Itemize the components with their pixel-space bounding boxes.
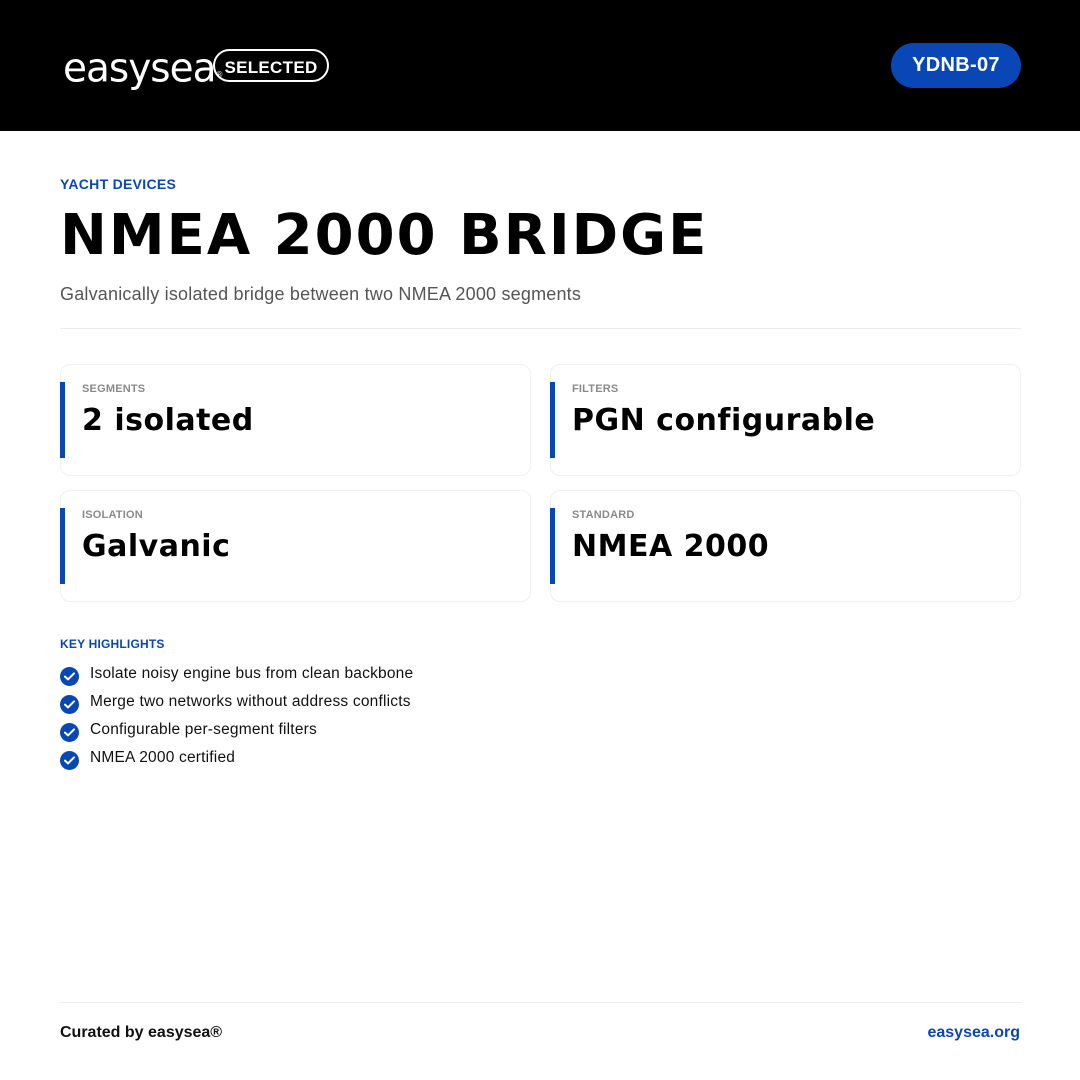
spec-label: ISOLATION (82, 509, 143, 521)
check-circle-icon (60, 723, 79, 742)
spec-value: 2 isolated (82, 403, 254, 438)
spec-card-isolation (60, 490, 531, 602)
spec-label: SEGMENTS (82, 383, 146, 395)
spec-accent-bar (550, 382, 555, 458)
spec-card-filters (550, 364, 1021, 476)
curated-by-text: Curated by easysea® (60, 1024, 223, 1041)
selected-badge: SELECTED (213, 49, 329, 82)
highlights-title: KEY HIGHLIGHTS (60, 637, 165, 651)
logo-wordmark: easysea (63, 45, 216, 92)
spec-card-segments (60, 364, 531, 476)
spec-value: NMEA 2000 (572, 529, 770, 564)
top-bar (0, 0, 1080, 131)
list-item (60, 660, 413, 688)
check-circle-icon (60, 667, 79, 686)
list-item (60, 716, 413, 744)
spec-label: FILTERS (572, 383, 619, 395)
spec-accent-bar (550, 508, 555, 584)
check-circle-icon (60, 751, 79, 770)
spec-label: STANDARD (572, 509, 635, 521)
easysea-logo (63, 40, 223, 92)
spec-card-standard (550, 490, 1021, 602)
logo-registered-mark: ® (216, 70, 223, 79)
highlight-text: Isolate noisy engine bus from clean backbone (90, 665, 414, 682)
footer-divider (60, 1002, 1021, 1003)
highlight-text: NMEA 2000 certified (90, 749, 236, 766)
list-item (60, 688, 413, 716)
check-circle-icon (60, 695, 79, 714)
product-subtitle: Galvanically isolated bridge between two NMEA 2000 segments (60, 284, 582, 304)
list-item (60, 744, 413, 772)
spec-value: PGN configurable (572, 403, 876, 438)
spec-value: Galvanic (82, 529, 231, 564)
highlights-list (60, 660, 413, 772)
divider (60, 328, 1021, 329)
product-brand: YACHT DEVICES (60, 176, 177, 192)
highlight-text: Merge two networks without address conflicts (90, 693, 411, 710)
highlight-text: Configurable per-segment filters (90, 721, 317, 738)
product-code-badge: YDNB-07 (891, 43, 1021, 88)
spec-accent-bar (60, 382, 65, 458)
spec-accent-bar (60, 508, 65, 584)
product-title: NMEA 2000 BRIDGE (60, 203, 709, 268)
website-link[interactable]: easysea.org (927, 1024, 1020, 1041)
